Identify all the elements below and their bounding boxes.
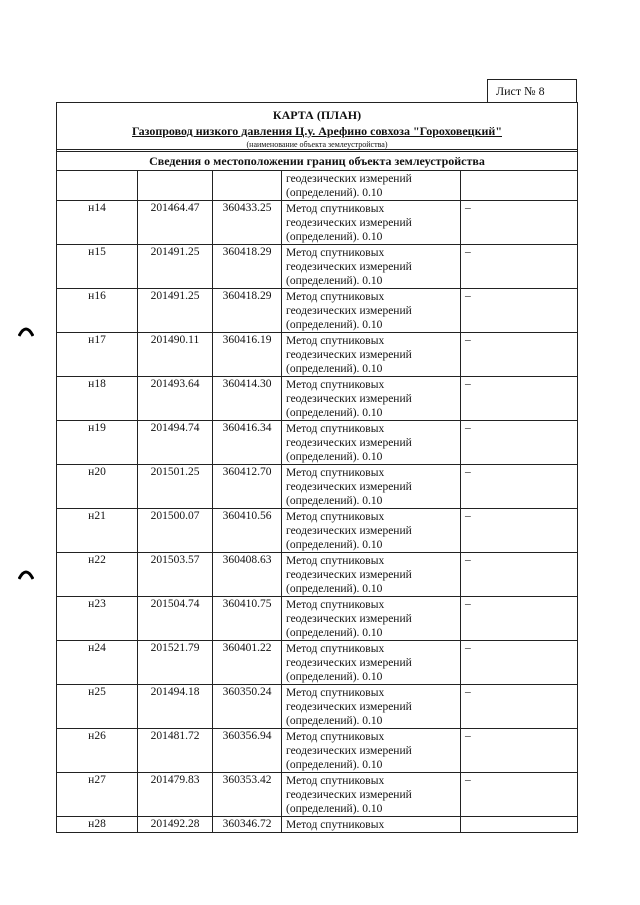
point-id: н15 [57, 245, 138, 289]
sheet-number [487, 79, 577, 103]
binding-hole-icon [18, 325, 34, 337]
x-coordinate: 201500.07 [138, 509, 213, 553]
description-cell: – [461, 685, 578, 729]
x-coordinate: 201494.74 [138, 421, 213, 465]
method-cell: Метод спутниковых геодезических измерений (определений). 0.10 [282, 597, 461, 641]
method-cell: Метод спутниковых геодезических измерений (определений). 0.10 [282, 333, 461, 377]
x-coordinate: 201521.79 [138, 641, 213, 685]
x-coordinate: 201491.25 [138, 245, 213, 289]
y-coordinate: 360410.56 [213, 509, 282, 553]
point-id: н21 [57, 509, 138, 553]
x-coordinate: 201481.72 [138, 729, 213, 773]
table-row [57, 377, 578, 421]
method-cell: Метод спутниковых геодезических измерений (определений). 0.10 [282, 685, 461, 729]
point-id: н17 [57, 333, 138, 377]
method-cell: Метод спутниковых геодезических измерений (определений). 0.10 [282, 641, 461, 685]
description-cell: – [461, 553, 578, 597]
y-coordinate: 360412.70 [213, 465, 282, 509]
x-coordinate: 201504.74 [138, 597, 213, 641]
y-coordinate: 360350.24 [213, 685, 282, 729]
table-row [57, 333, 578, 377]
y-coordinate: 360418.29 [213, 289, 282, 333]
point-id: н22 [57, 553, 138, 597]
point-id: н19 [57, 421, 138, 465]
table-row [57, 465, 578, 509]
point-id: н26 [57, 729, 138, 773]
y-coordinate: 360353.42 [213, 773, 282, 817]
y-coordinate: 360410.75 [213, 597, 282, 641]
description-cell: – [461, 201, 578, 245]
method-cell: Метод спутниковых геодезических измерений (определений). 0.10 [282, 553, 461, 597]
table-row [57, 289, 578, 333]
point-id: н23 [57, 597, 138, 641]
table-row-continued [57, 171, 578, 201]
point-id: н16 [57, 289, 138, 333]
point-id: н20 [57, 465, 138, 509]
table-row [57, 553, 578, 597]
y-coordinate: 360416.34 [213, 421, 282, 465]
x-coordinate: 201494.18 [138, 685, 213, 729]
description-cell: – [461, 333, 578, 377]
x-coordinate: 201464.47 [138, 201, 213, 245]
table-row [57, 641, 578, 685]
point-id: н24 [57, 641, 138, 685]
method-cell: Метод спутниковых [282, 817, 461, 833]
method-cell: Метод спутниковых геодезических измерений (определений). 0.10 [282, 245, 461, 289]
method-cell: Метод спутниковых геодезических измерений (определений). 0.10 [282, 509, 461, 553]
map-title: КАРТА (ПЛАН) [272, 108, 362, 122]
table-row [57, 729, 578, 773]
table-row [57, 773, 578, 817]
description-cell: – [461, 465, 578, 509]
method-cell: Метод спутниковых геодезических измерений (определений). 0.10 [282, 729, 461, 773]
point-id: н14 [57, 201, 138, 245]
description-cell [461, 817, 578, 833]
x-coordinate: 201492.28 [138, 817, 213, 833]
y-coordinate: 360416.19 [213, 333, 282, 377]
y-coordinate: 360408.63 [213, 553, 282, 597]
y-coordinate: 360433.25 [213, 201, 282, 245]
table-row [57, 421, 578, 465]
binding-hole-icon [18, 568, 34, 580]
table-row [57, 201, 578, 245]
y-coordinate: 360414.30 [213, 377, 282, 421]
y-coordinate: 360401.22 [213, 641, 282, 685]
method-cell: Метод спутниковых геодезических измерений (определений). 0.10 [282, 465, 461, 509]
point-id: н25 [57, 685, 138, 729]
method-cell: Метод спутниковых геодезических измерений (определений). 0.10 [282, 421, 461, 465]
object-caption: (наименование объекта землеустройства) [246, 140, 388, 149]
description-cell: – [461, 729, 578, 773]
description-cell: – [461, 245, 578, 289]
x-coordinate: 201491.25 [138, 289, 213, 333]
method-cell: геодезических измерений (определений). 0.10 [282, 171, 461, 201]
description-cell: – [461, 773, 578, 817]
description-cell: – [461, 597, 578, 641]
x-coordinate: 201503.57 [138, 553, 213, 597]
x-coordinate: 201479.83 [138, 773, 213, 817]
table-row [57, 685, 578, 729]
table-row-partial [57, 817, 578, 833]
description-cell: – [461, 289, 578, 333]
y-coordinate: 360356.94 [213, 729, 282, 773]
description-cell: – [461, 641, 578, 685]
x-coordinate: 201501.25 [138, 465, 213, 509]
sheet-number-label: Лист № 8 [496, 83, 545, 98]
method-cell: Метод спутниковых геодезических измерений (определений). 0.10 [282, 289, 461, 333]
method-cell: Метод спутниковых геодезических измерений (определений). 0.10 [282, 773, 461, 817]
description-cell: – [461, 509, 578, 553]
table-row [57, 597, 578, 641]
method-cell: Метод спутниковых геодезических измерений (определений). 0.10 [282, 201, 461, 245]
point-id: н28 [57, 817, 138, 833]
table-row [57, 245, 578, 289]
point-id: н27 [57, 773, 138, 817]
coordinates-table [56, 170, 578, 833]
x-coordinate: 201490.11 [138, 333, 213, 377]
x-coordinate: 201493.64 [138, 377, 213, 421]
description-cell: – [461, 421, 578, 465]
description-cell: – [461, 377, 578, 421]
section-title: Сведения о местоположении границ объекта землеустройства [56, 151, 578, 171]
y-coordinate: 360346.72 [213, 817, 282, 833]
object-name: Газопровод низкого давления Ц.у. Арефино совхоза "Гороховецкий" [131, 124, 502, 138]
point-id: н18 [57, 377, 138, 421]
table-row [57, 509, 578, 553]
y-coordinate: 360418.29 [213, 245, 282, 289]
method-cell: Метод спутниковых геодезических измерений (определений). 0.10 [282, 377, 461, 421]
